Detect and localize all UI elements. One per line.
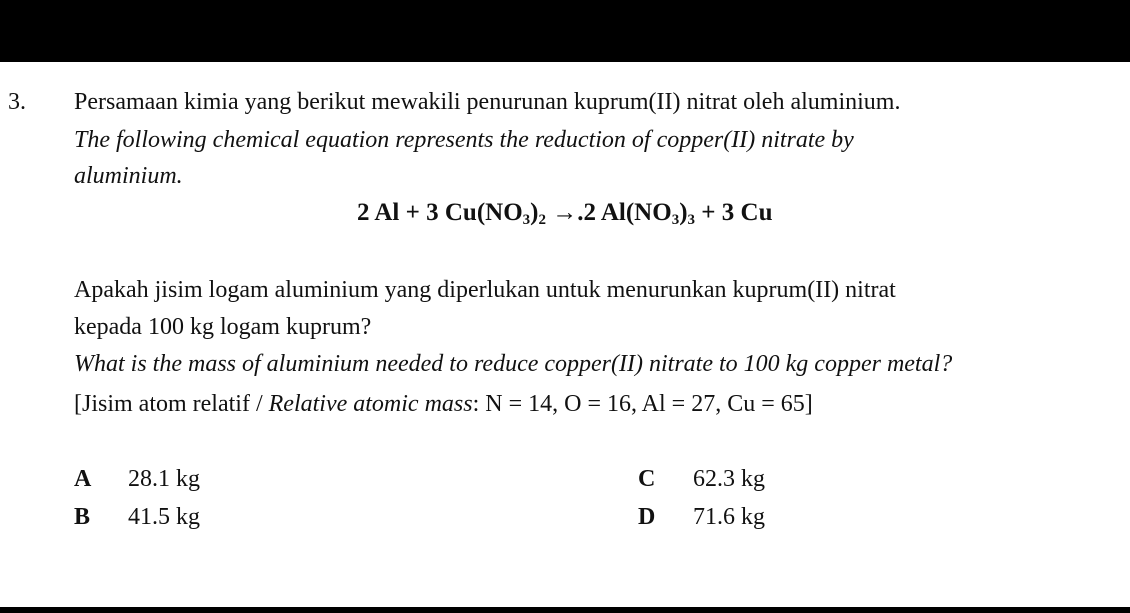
equation-subscript: 2: [538, 212, 546, 228]
english-question: What is the mass of aluminium needed to reduce copper(II) nitrate to 100 kg copper metal?: [74, 351, 953, 377]
option-b-value: 41.5 kg: [128, 504, 200, 530]
top-black-bar: [0, 0, 1130, 62]
malay-question-line2: kepada 100 kg logam kuprum?: [74, 314, 372, 340]
equation-subscript: 3: [671, 212, 680, 228]
equation-subscript: 3: [522, 212, 531, 228]
relative-atomic-mass: [74, 389, 813, 419]
ram-italic: Relative atomic mass: [268, 391, 473, 417]
equation-part: + 3 Cu: [695, 199, 773, 226]
option-b-letter: B: [74, 504, 91, 530]
equation-part: 2 Al + 3 Cu(NO: [357, 199, 523, 226]
equation-part: →.2 Al(NO: [545, 199, 672, 226]
ram-open: [Jisim atom relatif /: [74, 391, 269, 417]
equation-part: ): [530, 199, 539, 226]
malay-question-line1: Apakah jisim logam aluminium yang diperlukan untuk menurunkan kuprum(II) nitrat: [74, 277, 896, 303]
english-intro-line1: The following chemical equation represents the reduction of copper(II) nitrate by: [74, 127, 854, 153]
bottom-black-bar: [0, 607, 1130, 613]
option-a-letter: A: [74, 466, 92, 492]
chemical-equation: [357, 198, 772, 228]
equation-part: ): [679, 199, 688, 226]
option-d-value: 71.6 kg: [693, 504, 765, 530]
option-d-letter: D: [638, 504, 656, 530]
option-c-value: 62.3 kg: [693, 466, 765, 492]
option-c-letter: C: [638, 466, 656, 492]
english-intro-line2: aluminium.: [74, 163, 183, 189]
option-a-value: 28.1 kg: [128, 466, 200, 492]
ram-values: : N = 14, O = 16, Al = 27, Cu = 65]: [472, 391, 813, 417]
malay-intro: Persamaan kimia yang berikut mewakili penurunan kuprum(II) nitrat oleh aluminium.: [74, 89, 901, 115]
question-number: 3.: [8, 89, 26, 115]
equation-subscript: 3: [687, 212, 696, 228]
